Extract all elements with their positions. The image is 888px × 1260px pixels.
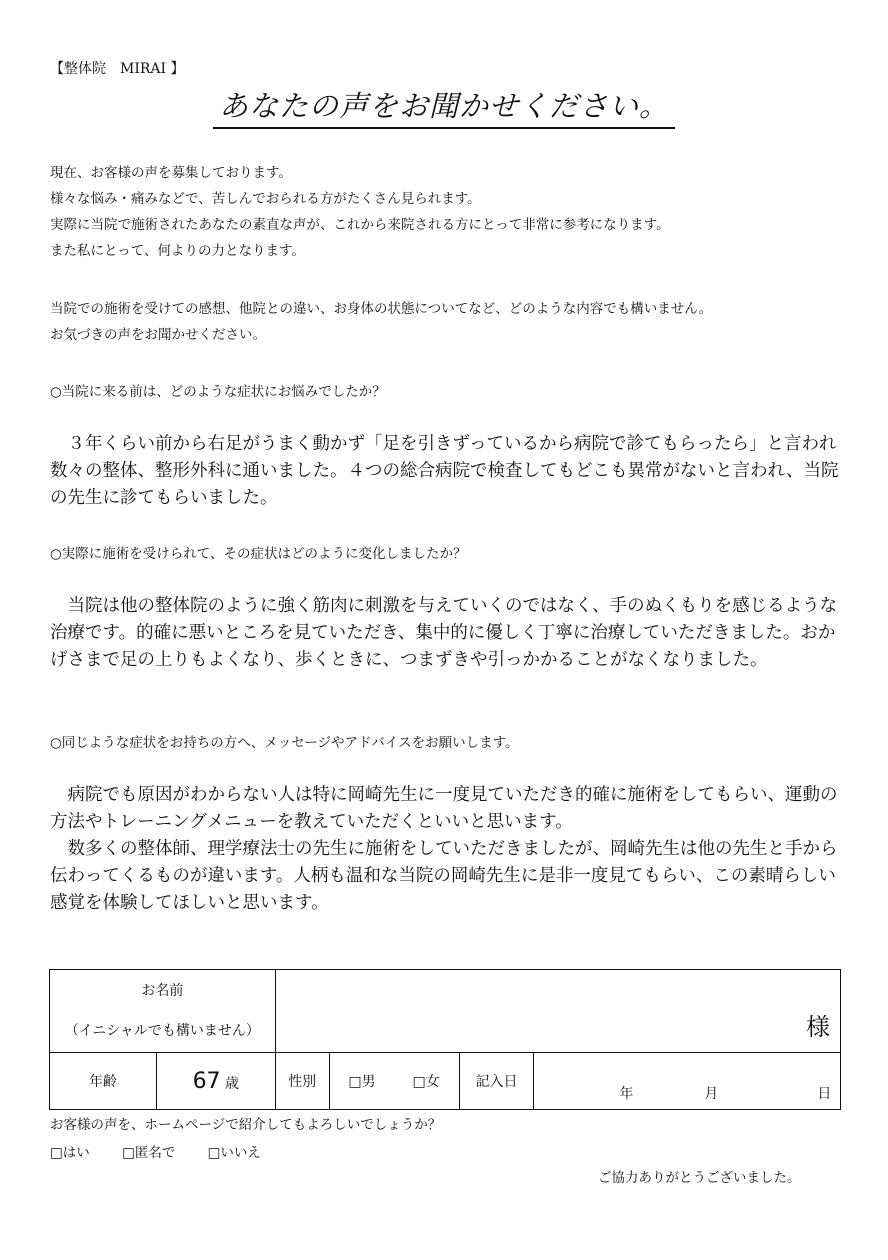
day-label: 日 [817, 1086, 832, 1102]
age-value: 67 [192, 1068, 221, 1094]
intro-line: 実際に当院で施術されたあなたの素直な声が、これから来院される方にとって非常に参考になります。 [50, 217, 670, 233]
year-label: 年 [619, 1086, 634, 1102]
answer-2 [50, 593, 840, 674]
name-note: （イニシャルでも構いません） [64, 1023, 260, 1039]
checkbox-anonymous[interactable]: □匿名で [122, 1145, 176, 1161]
question-1: ○当院に来る前は、どのような症状にお悩みでしたか？ [50, 384, 386, 400]
intro-line: 様々な悩み・痛みなどで、苦しんでおられる方がたくさん見られます。 [50, 191, 481, 207]
answer-1 [50, 431, 840, 512]
page-title: あなたの声をお聞かせください。 [213, 84, 675, 129]
answer-2-text: 当院は他の整体院のように強く筋肉に刺激を与えていくのではなく、手のぬくもりを感じるような治療です。的確に悪いところを見ていただき、集中的に優しく丁寧に治療していただきました。おかげさまで足の上りもよくなり、歩くときに、つまずきや引っかかることがなくなりました。 [50, 596, 838, 670]
gender-label: 性別 [275, 1053, 329, 1110]
answer-1-text: ３年くらい前から右足がうまく動かず「足を引きずっているから病院で診てもらったら」と言われ数々の整体、整形外科に通いました。４つの総合病院で検査してもどこも異常がないと言われ、当院の先生に診てもらいました。 [50, 434, 839, 508]
name-label-cell [50, 970, 276, 1053]
age-unit: 歳 [225, 1075, 240, 1092]
checkbox-yes[interactable]: □はい [50, 1145, 90, 1161]
intro-line: また私にとって、何よりの力となります。 [50, 243, 305, 259]
month-label: 月 [704, 1086, 719, 1102]
age-label: 年齢 [50, 1053, 157, 1110]
intro-line: 当院での施術を受けての感想、他院との違い、お身体の状態についてなど、どのような内容でも構いません。 [50, 301, 713, 317]
name-label: お名前 [141, 983, 184, 999]
gender-options [329, 1053, 459, 1110]
checkbox-male[interactable]: □男 [348, 1074, 376, 1090]
checkbox-no[interactable]: □いいえ [207, 1145, 261, 1161]
age-field[interactable] [156, 1053, 275, 1110]
intro-block-1 [50, 160, 670, 264]
sama-label: 様 [806, 1013, 830, 1041]
consent-question: お客様の声を、ホームページで紹介してもよろしいでしょうか？ [50, 1117, 442, 1133]
info-form [49, 969, 841, 1110]
question-2: ○実際に施術を受けられて、その症状はどのように変化しましたか？ [50, 546, 467, 562]
thanks-message: ご協力ありがとうございました。 [598, 1170, 801, 1186]
intro-line: お気づきの声をお聞かせください。 [50, 327, 266, 343]
date-field[interactable] [534, 1053, 841, 1110]
date-label: 記入日 [459, 1053, 534, 1110]
page-title-wrap [0, 84, 888, 129]
name-field[interactable] [275, 970, 840, 1053]
checkbox-female[interactable]: □女 [412, 1074, 440, 1090]
clinic-name: 【整体院 MIRAI 】 [50, 61, 185, 77]
question-3: ○同じような症状をお持ちの方へ、メッセージやアドバイスをお願いします。 [50, 735, 519, 751]
intro-block-2 [50, 296, 712, 348]
answer-3-text-2: 数多くの整体師、理学療法士の先生に施術をしていただきましたが、岡崎先生は他の先生と手から伝わってくるものが違います。人柄も温和な当院の岡崎先生に是非一度見てもらい、この素晴らしい感覚を体験してほしいと思います。 [50, 839, 838, 913]
answer-3 [50, 782, 840, 917]
consent-options [50, 1141, 289, 1161]
answer-3-text-1: 病院でも原因がわからない人は特に岡崎先生に一度見ていただき的確に施術をしてもらい、運動の方法やトレーニングメニューを教えていただくといいと思います。 [50, 785, 838, 832]
intro-line: 現在、お客様の声を募集しております。 [50, 165, 292, 181]
